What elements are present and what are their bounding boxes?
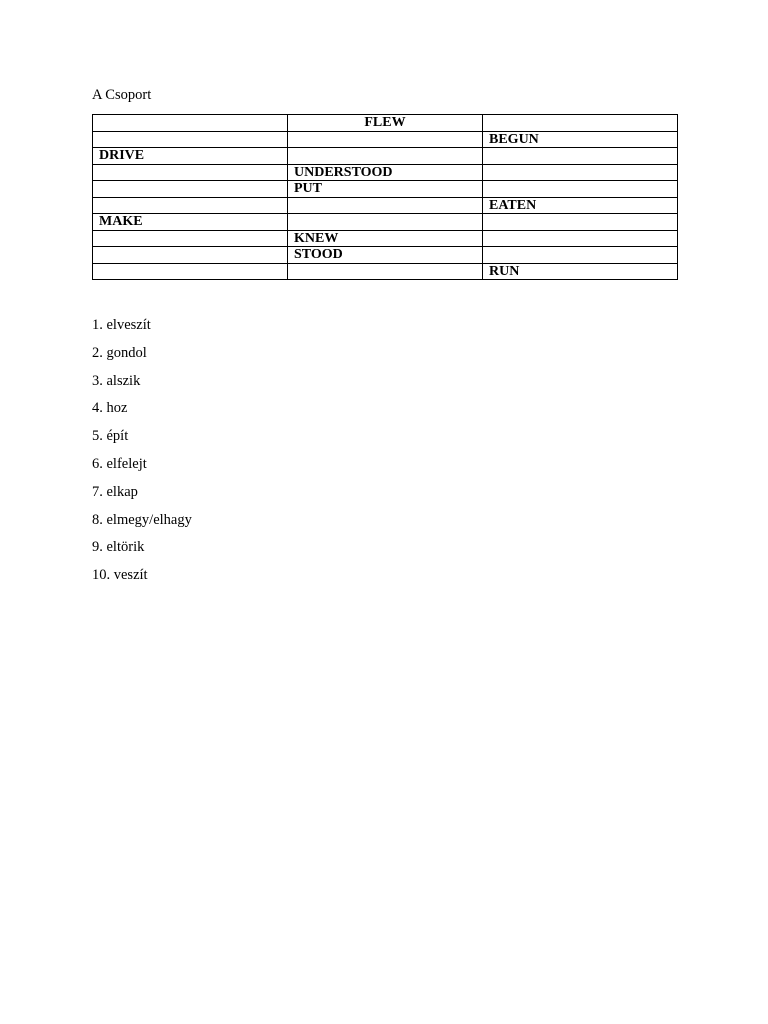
list-item: 7. elkap: [92, 483, 138, 500]
table-cell: EATEN: [483, 197, 678, 214]
list-item: 6. elfelejt: [92, 455, 147, 472]
list-item: 8. elmegy/elhagy: [92, 511, 192, 528]
table-row: [93, 181, 678, 198]
list-item: 4. hoz: [92, 400, 128, 417]
table-cell: [93, 181, 288, 198]
table-row: [93, 148, 678, 165]
table-cell: BEGUN: [483, 131, 678, 148]
table-cell: KNEW: [288, 230, 483, 247]
table-row: [93, 230, 678, 247]
table-cell: [483, 115, 678, 132]
table-cell: [93, 247, 288, 264]
verb-forms-table: [92, 114, 678, 280]
table-cell: [93, 230, 288, 247]
table-cell: [93, 263, 288, 280]
list-item: 10. veszít: [92, 567, 148, 584]
table-row: [93, 131, 678, 148]
table-cell: MAKE: [93, 214, 288, 231]
list-item: 2. gondol: [92, 344, 147, 361]
table-cell: [93, 164, 288, 181]
table-cell: [288, 214, 483, 231]
table-row: [93, 115, 678, 132]
table-cell: [483, 164, 678, 181]
table-cell: [483, 247, 678, 264]
table-row: [93, 247, 678, 264]
list-item: 9. eltörik: [92, 539, 145, 556]
table-cell: [93, 197, 288, 214]
table-cell: STOOD: [288, 247, 483, 264]
table-cell: [483, 181, 678, 198]
hungarian-word-list: [92, 316, 192, 594]
table-row: [93, 164, 678, 181]
table-cell: [288, 148, 483, 165]
table-cell: [483, 214, 678, 231]
table-cell: [93, 131, 288, 148]
table-cell: [288, 263, 483, 280]
table-cell: [288, 131, 483, 148]
table-row: [93, 197, 678, 214]
table-cell: [483, 148, 678, 165]
table-cell: [483, 230, 678, 247]
table-cell: DRIVE: [93, 148, 288, 165]
table-row: [93, 263, 678, 280]
table-cell: FLEW: [288, 115, 483, 132]
table-cell: RUN: [483, 263, 678, 280]
table-row: [93, 214, 678, 231]
document-title: A Csoport: [92, 87, 152, 103]
table-cell: [93, 115, 288, 132]
list-item: 3. alszik: [92, 372, 141, 389]
table-cell: PUT: [288, 181, 483, 198]
list-item: 5. épít: [92, 428, 129, 445]
table-cell: UNDERSTOOD: [288, 164, 483, 181]
list-item: 1. elveszít: [92, 317, 151, 333]
table-cell: [288, 197, 483, 214]
